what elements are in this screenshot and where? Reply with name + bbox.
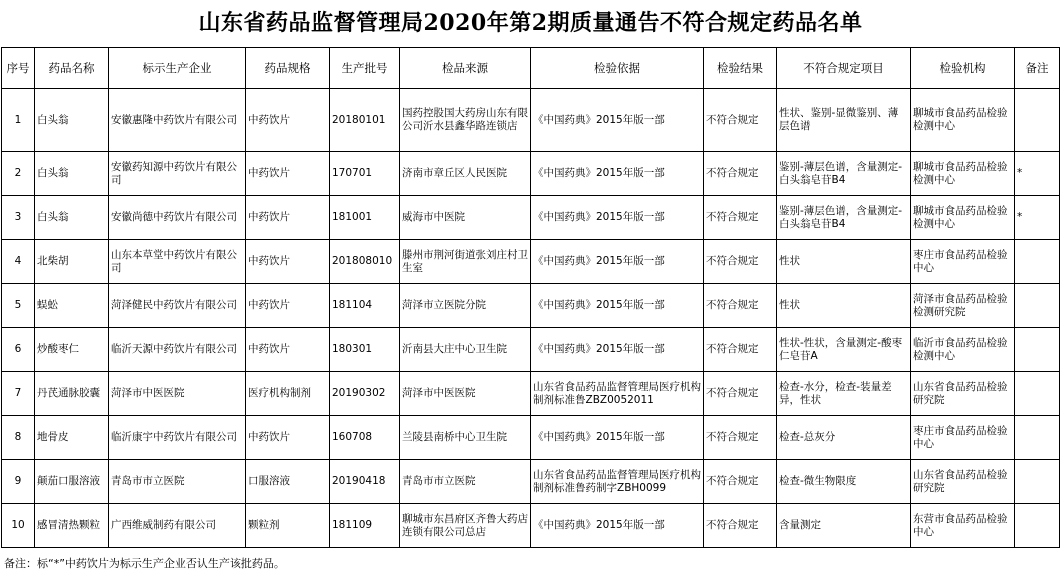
cell-result: 不符合规定 (704, 240, 777, 284)
col-header-spec: 药品规格 (246, 48, 330, 89)
cell-batch: 20190302 (330, 372, 400, 416)
cell-result: 不符合规定 (704, 328, 777, 372)
cell-index: 3 (2, 196, 35, 240)
cell-spec: 口服溶液 (246, 460, 330, 504)
cell-institution: 聊城市食品药品检验检测中心 (911, 196, 1015, 240)
cell-source: 兰陵县南桥中心卫生院 (400, 416, 531, 460)
cell-source: 聊城市东昌府区齐鲁大药店连锁有限公司总店 (400, 504, 531, 548)
cell-batch: 160708 (330, 416, 400, 460)
cell-manufacturer: 临沂康宇中药饮片有限公司 (109, 416, 246, 460)
cell-batch: 181109 (330, 504, 400, 548)
cell-result: 不符合规定 (704, 89, 777, 152)
cell-basis: 山东省食品药品监督管理局医疗机构制剂标准鲁药制字ZBH0099 (531, 460, 704, 504)
cell-institution: 东营市食品药品检验中心 (911, 504, 1015, 548)
footnote: 备注：标“*”中药饮片为标示生产企业否认生产该批药品。 (4, 557, 285, 570)
table-row (2, 89, 1060, 152)
cell-remark (1015, 89, 1060, 152)
cell-basis: 《中国药典》2015年版一部 (531, 89, 704, 152)
col-header-source: 检品来源 (400, 48, 531, 89)
cell-spec: 中药饮片 (246, 240, 330, 284)
cell-index: 2 (2, 152, 35, 196)
cell-batch: 20180101 (330, 89, 400, 152)
cell-manufacturer: 菏泽市中医医院 (109, 372, 246, 416)
cell-source: 济南市章丘区人民医院 (400, 152, 531, 196)
col-header-manufacturer: 标示生产企业 (109, 48, 246, 89)
cell-drug-name: 白头翁 (35, 196, 109, 240)
cell-source: 国药控股国大药房山东有限公司沂水县鑫华路连锁店 (400, 89, 531, 152)
cell-source: 沂南县大庄中心卫生院 (400, 328, 531, 372)
cell-index: 8 (2, 416, 35, 460)
table-row (2, 152, 1060, 196)
cell-basis: 《中国药典》2015年版一部 (531, 504, 704, 548)
cell-institution: 山东省食品药品检验研究院 (911, 372, 1015, 416)
cell-basis: 《中国药典》2015年版一部 (531, 284, 704, 328)
cell-remark: * (1015, 196, 1060, 240)
cell-source: 威海市中医院 (400, 196, 531, 240)
table-header-row (2, 48, 1060, 89)
cell-manufacturer: 临沂天源中药饮片有限公司 (109, 328, 246, 372)
cell-spec: 中药饮片 (246, 284, 330, 328)
cell-spec: 中药饮片 (246, 196, 330, 240)
cell-remark (1015, 372, 1060, 416)
cell-result: 不符合规定 (704, 504, 777, 548)
cell-result: 不符合规定 (704, 284, 777, 328)
cell-basis: 《中国药典》2015年版一部 (531, 240, 704, 284)
cell-drug-name: 颠茄口服溶液 (35, 460, 109, 504)
cell-manufacturer: 安徽惠隆中药饮片有限公司 (109, 89, 246, 152)
cell-batch: 181001 (330, 196, 400, 240)
cell-failed-items: 鉴别-薄层色谱，含量测定-白头翁皂苷B4 (777, 152, 911, 196)
col-header-remark: 备注 (1015, 48, 1060, 89)
cell-manufacturer: 安徽尚德中药饮片有限公司 (109, 196, 246, 240)
cell-spec: 医疗机构制剂 (246, 372, 330, 416)
cell-batch: 201808010 (330, 240, 400, 284)
cell-batch: 20190418 (330, 460, 400, 504)
cell-failed-items: 检查-微生物限度 (777, 460, 911, 504)
cell-result: 不符合规定 (704, 196, 777, 240)
cell-source: 菏泽市立医院分院 (400, 284, 531, 328)
cell-institution: 临沂市食品药品检验检测中心 (911, 328, 1015, 372)
cell-index: 9 (2, 460, 35, 504)
cell-institution: 山东省食品药品检验研究院 (911, 460, 1015, 504)
cell-batch: 170701 (330, 152, 400, 196)
col-header-index: 序号 (2, 48, 35, 89)
cell-institution: 枣庄市食品药品检验中心 (911, 240, 1015, 284)
cell-drug-name: 北柴胡 (35, 240, 109, 284)
cell-batch: 181104 (330, 284, 400, 328)
col-header-basis: 检验依据 (531, 48, 704, 89)
cell-remark (1015, 240, 1060, 284)
cell-result: 不符合规定 (704, 460, 777, 504)
cell-index: 6 (2, 328, 35, 372)
cell-basis: 《中国药典》2015年版一部 (531, 328, 704, 372)
table-row (2, 460, 1060, 504)
cell-result: 不符合规定 (704, 152, 777, 196)
table-row (2, 504, 1060, 548)
cell-basis: 《中国药典》2015年版一部 (531, 416, 704, 460)
cell-manufacturer: 青岛市市立医院 (109, 460, 246, 504)
cell-manufacturer: 安徽药知源中药饮片有限公司 (109, 152, 246, 196)
cell-institution: 枣庄市食品药品检验中心 (911, 416, 1015, 460)
cell-batch: 180301 (330, 328, 400, 372)
cell-drug-name: 丹芪通脉胶囊 (35, 372, 109, 416)
cell-failed-items: 性状 (777, 284, 911, 328)
col-header-drug-name: 药品名称 (35, 48, 109, 89)
cell-drug-name: 感冒清热颗粒 (35, 504, 109, 548)
cell-spec: 中药饮片 (246, 152, 330, 196)
cell-source: 菏泽市中医医院 (400, 372, 531, 416)
cell-drug-name: 白头翁 (35, 152, 109, 196)
cell-drug-name: 白头翁 (35, 89, 109, 152)
cell-spec: 中药饮片 (246, 89, 330, 152)
cell-remark (1015, 328, 1060, 372)
cell-failed-items: 性状、鉴别-显微鉴别、薄层色谱 (777, 89, 911, 152)
cell-source: 滕州市荆河街道张刘庄村卫生室 (400, 240, 531, 284)
cell-remark (1015, 416, 1060, 460)
cell-failed-items: 检查-总灰分 (777, 416, 911, 460)
cell-failed-items: 检查-水分，检查-装量差异，性状 (777, 372, 911, 416)
page-title: 山东省药品监督管理局2020年第2期质量通告不符合规定药品名单 (198, 10, 863, 36)
cell-remark (1015, 460, 1060, 504)
cell-result: 不符合规定 (704, 416, 777, 460)
cell-index: 5 (2, 284, 35, 328)
cell-manufacturer: 菏泽健民中药饮片有限公司 (109, 284, 246, 328)
cell-spec: 颗粒剂 (246, 504, 330, 548)
cell-drug-name: 蜈蚣 (35, 284, 109, 328)
table-row (2, 284, 1060, 328)
cell-remark (1015, 504, 1060, 548)
cell-source: 青岛市市立医院 (400, 460, 531, 504)
col-header-institution: 检验机构 (911, 48, 1015, 89)
col-header-failed-items: 不符合规定项目 (777, 48, 911, 89)
col-header-batch: 生产批号 (330, 48, 400, 89)
table-row (2, 196, 1060, 240)
drug-list-table (1, 47, 1060, 548)
cell-failed-items: 性状 (777, 240, 911, 284)
table-row (2, 240, 1060, 284)
cell-drug-name: 炒酸枣仁 (35, 328, 109, 372)
cell-institution: 聊城市食品药品检验检测中心 (911, 89, 1015, 152)
cell-manufacturer: 山东本草堂中药饮片有限公司 (109, 240, 246, 284)
cell-failed-items: 鉴别-薄层色谱，含量测定-白头翁皂苷B4 (777, 196, 911, 240)
cell-institution: 菏泽市食品药品检验检测研究院 (911, 284, 1015, 328)
cell-failed-items: 含量测定 (777, 504, 911, 548)
cell-manufacturer: 广西维威制药有限公司 (109, 504, 246, 548)
cell-spec: 中药饮片 (246, 416, 330, 460)
table-row (2, 372, 1060, 416)
cell-institution: 聊城市食品药品检验检测中心 (911, 152, 1015, 196)
col-header-result: 检验结果 (704, 48, 777, 89)
cell-drug-name: 地骨皮 (35, 416, 109, 460)
cell-basis: 《中国药典》2015年版一部 (531, 196, 704, 240)
cell-remark: * (1015, 152, 1060, 196)
cell-result: 不符合规定 (704, 372, 777, 416)
cell-index: 1 (2, 89, 35, 152)
cell-index: 4 (2, 240, 35, 284)
cell-failed-items: 性状-性状，含量测定-酸枣仁皂苷A (777, 328, 911, 372)
table-row (2, 328, 1060, 372)
table-row (2, 416, 1060, 460)
cell-remark (1015, 284, 1060, 328)
cell-index: 10 (2, 504, 35, 548)
cell-basis: 山东省食品药品监督管理局医疗机构制剂标准鲁ZBZ0052011 (531, 372, 704, 416)
cell-basis: 《中国药典》2015年版一部 (531, 152, 704, 196)
cell-index: 7 (2, 372, 35, 416)
cell-spec: 中药饮片 (246, 328, 330, 372)
